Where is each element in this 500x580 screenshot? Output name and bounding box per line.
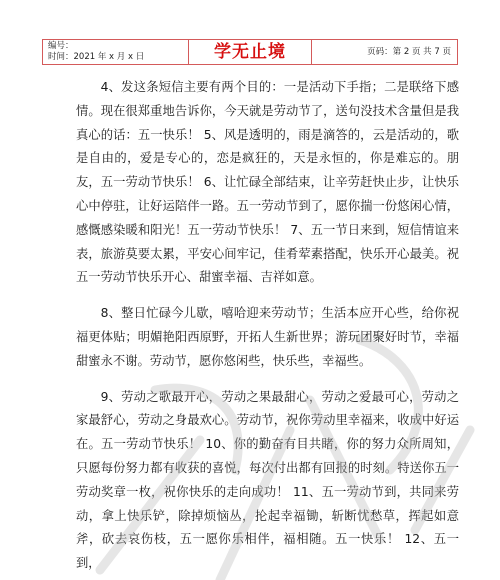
header-meta bbox=[48, 41, 144, 63]
paragraph: 4、发这条短信主要有两个目的：一是活动下手指；二是联络下感情。现在很郑重地告诉你，今天就是劳动节了，送句没技术含量但是我真心的话：五一快乐！ 5、风是透明的，雨是滴答的，云是活动的，歌是自由的，爱是专心的，恋是疯狂的，天是永恒的，你是难忘的。朋友，五一劳动节快乐！ 6、让忙碌全部结束，让辛劳赶快止步，让快乐心中停驻，让好运陪伴一路。五一劳动节到了，愿你揣一份悠闲心情，感慨感染暖和阳光！五一劳动节快乐！ 7、五一节日来到，短信情谊来表，旅游莫要太累，平安心间牢记，佳肴荤素搭配，快乐开心最美。祝五一劳动节快乐开心、甜蜜幸福、吉祥如意。 bbox=[76, 80, 459, 285]
header-divider-right bbox=[311, 40, 312, 64]
paragraph: 8、整日忙碌今儿歇，嘻哈迎来劳动节；生活本应开心些，给你祝福更体贴；明媚艳阳西原野，开拓人生新世界；游玩团聚好时节，幸福甜蜜永不谢。劳动节，愿你悠闲些，快乐些，幸福些。 bbox=[76, 306, 459, 368]
page-title: 学无止境 bbox=[214, 42, 286, 62]
document-body bbox=[76, 76, 459, 576]
page-indicator: 页码：第 2 页 共 7 页 bbox=[367, 47, 451, 57]
paragraph: 9、劳动之歌最开心，劳动之果最甜心，劳动之爱最可心，劳动之家最舒心，劳动之身最欢心。劳动节，祝你劳动里幸福来，收成中好运在。五一劳动节快乐！ 10、你的勤奋有目共睹，你的努力众所周知，只愿每份努力都有收获的喜悦，每次付出都有回报的时刻。特送你五一劳动奖章一枚，祝你快乐的走向成功！ 11、五一劳动节到，共同来劳动，拿上快乐铲，除掉烦恼丛，抡起幸福锄，斩断忧愁草，挥起如意斧，砍去哀伤枝，五一愿你乐相伴，福相随。五一快乐！ 12、五一到， bbox=[76, 389, 459, 571]
document-number-label: 编号： bbox=[48, 41, 74, 51]
page-header bbox=[42, 39, 458, 65]
document-time-label: 时间：2021 年 x 月 x 日 bbox=[48, 52, 145, 62]
